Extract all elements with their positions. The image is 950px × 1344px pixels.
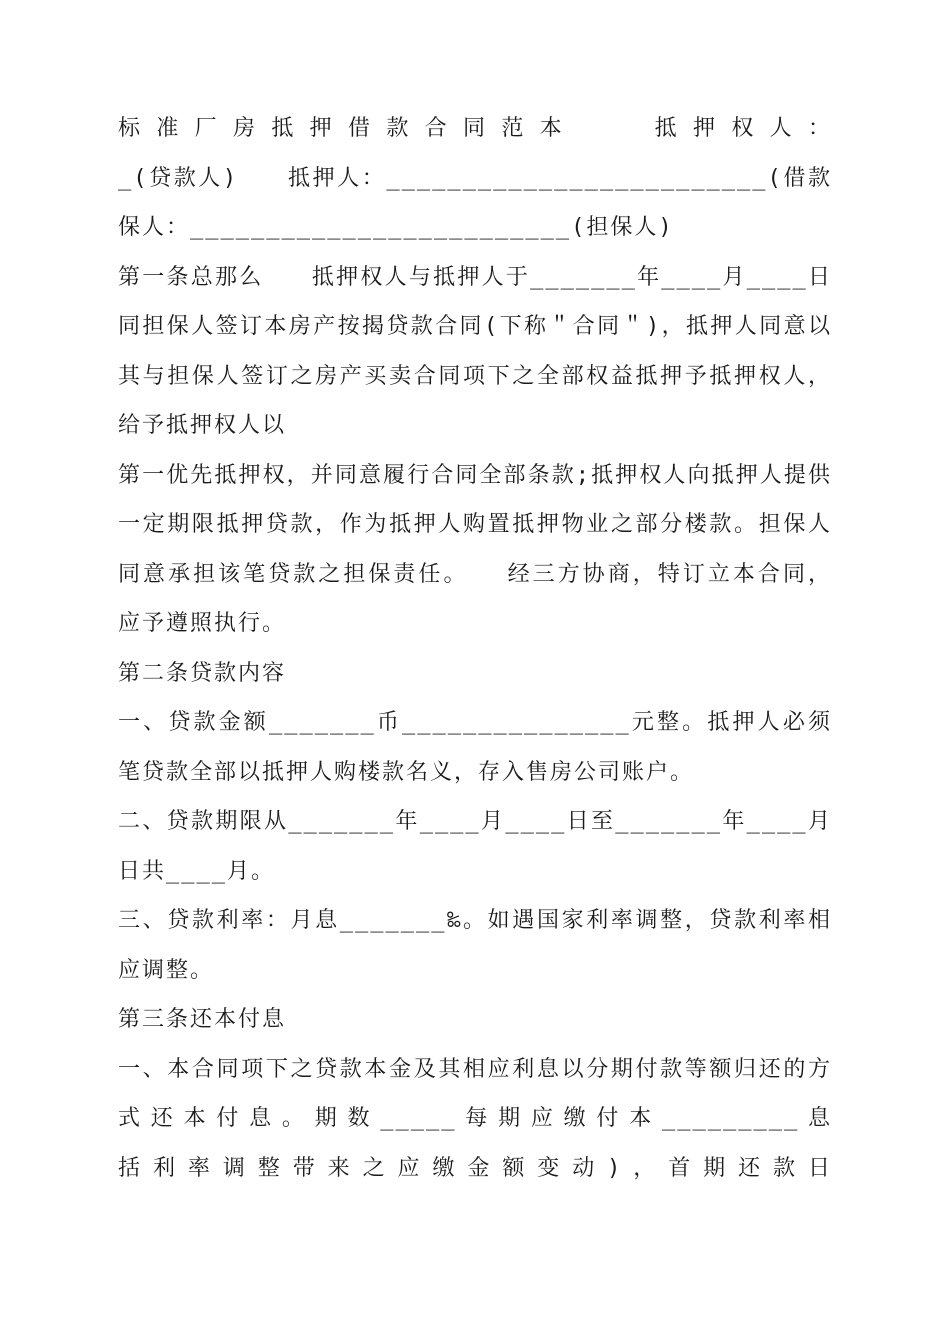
article-2-item-3-line-2: 应调整。 <box>118 957 215 983</box>
lender-borrower-line: _(贷款人) 抵押人：_________________________(借款 <box>118 165 832 191</box>
article-1-line-6: 一定期限抵押贷款，作为抵押人购置抵押物业之部分楼款。担保人 <box>118 512 832 537</box>
title-and-mortgagee-line: 标准厂房抵押借款合同范本 抵押权人： <box>118 116 832 141</box>
article-1-line-5: 第一优先抵押权，并同意履行合同全部条款;抵押权人向抵押人提供 <box>118 462 832 488</box>
article-3-item-1-line-3: 括利率调整带来之应缴金额变动)，首期还款日 <box>118 1155 832 1181</box>
article-2-item-2-line-2: 日共____月。 <box>118 858 275 884</box>
article-2-item-1-line-2: 笔贷款全部以抵押人购楼款名义，存入售房公司账户。 <box>118 759 695 785</box>
article-2-item-3-line-1: 三、贷款利率：月息_______‰。如遇国家利率调整，贷款利率相 <box>118 908 832 933</box>
article-3-item-1-line-1: 一、本合同项下之贷款本金及其相应利息以分期付款等额归还的方 <box>118 1056 832 1082</box>
article-1-line-8: 应予遵照执行。 <box>118 611 287 636</box>
document-page <box>118 104 832 1193</box>
guarantor-line: 保人：_________________________(担保人) <box>118 215 674 240</box>
article-1-line-3: 其与担保人签订之房产买卖合同项下之全部权益抵押予抵押权人， <box>118 363 832 389</box>
article-1-line-7: 同意承担该笔贷款之担保责任。 经三方协商，特订立本合同， <box>118 561 832 587</box>
article-2-heading: 第二条贷款内容 <box>118 660 287 686</box>
article-3-heading: 第三条还本付息 <box>118 1007 287 1032</box>
article-3-item-1-line-2: 式还本付息。期数_____每期应缴付本_________息 <box>118 1106 832 1131</box>
article-1-line-4: 给予抵押权人以 <box>118 413 287 438</box>
article-2-item-2-line-1: 二、贷款期限从_______年____月____日至_______年____月 <box>118 809 832 834</box>
article-2-item-1-line-1: 一、贷款金额_______币_______________元整。抵押人必须 <box>118 710 832 735</box>
article-1-line-1: 第一条总那么 抵押权人与抵押人于_______年____月____日 <box>118 264 832 290</box>
article-1-line-2: 同担保人签订本房产按揭贷款合同(下称＂合同＂)，抵押人同意以 <box>118 314 832 339</box>
